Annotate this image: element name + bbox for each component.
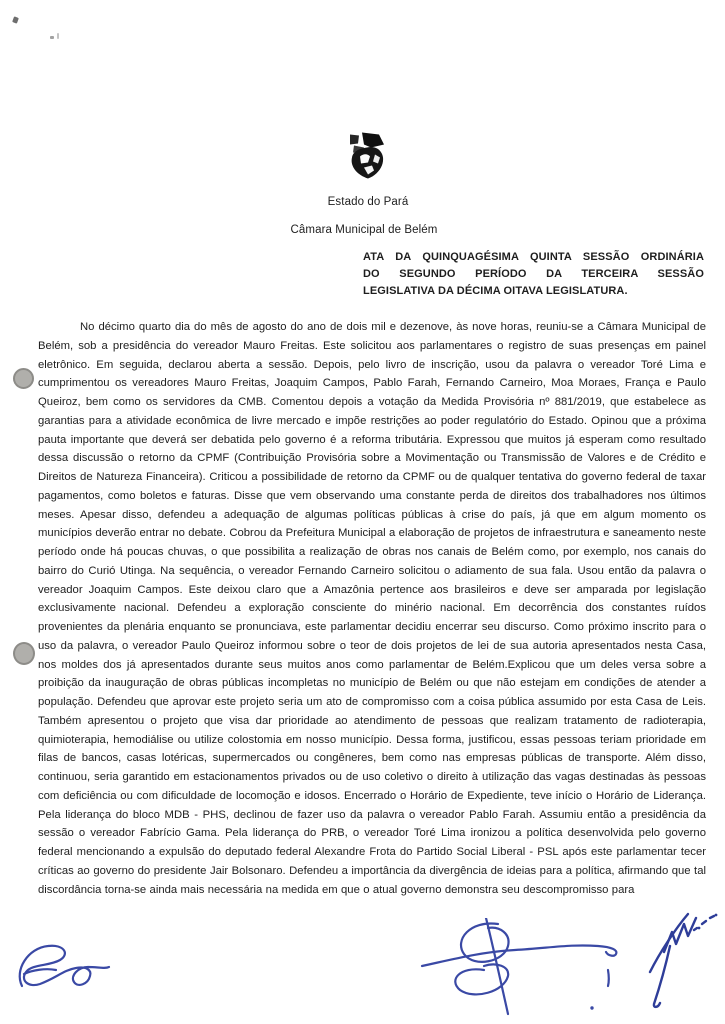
- signature-right: [636, 912, 725, 1012]
- hole-punch-bottom: [13, 642, 35, 665]
- scan-speck: [50, 36, 54, 39]
- session-title-line-1: ATA DA QUINQUAGÉSIMA QUINTA SESSÃO ORDINÁRIA: [363, 251, 704, 263]
- scan-speck: [57, 33, 59, 39]
- signature-center: [420, 918, 625, 1018]
- scan-speck: [12, 16, 19, 23]
- header-institution: Câmara Municipal de Belém: [290, 224, 438, 236]
- header-state: Estado do Pará: [327, 196, 409, 208]
- hole-punch-top: [13, 368, 34, 389]
- session-title-line-2: DO SEGUNDO PERÍODO DA TERCEIRA SESSÃO: [363, 268, 704, 280]
- session-title: [363, 249, 704, 300]
- signature-left: [12, 940, 124, 1012]
- coat-of-arms-icon: [342, 131, 392, 184]
- session-title-line-3: LEGISLATIVA DA DÉCIMA OITAVA LEGISLATURA.: [363, 285, 628, 297]
- minutes-body-text: No décimo quarto dia do mês de agosto do ano de dois mil e dezenove, às nove horas, reuniu-se a Câmara Municipal de Belém, sob a presidência do vereador Mauro Freitas. Este solicitou aos parlamentares o registro de suas presenças em painel eletrônico. Em seguida, declarou aberta a sessão. Depois, pelo livro de inscrição, usou da palavra o vereador Toré Lima e cumprimentou os vereadores Mauro Freitas, Joaquim Campos, Pablo Farah, Fernando Carneiro, Moa Moraes, França e Paulo Queiroz, bem como os servidores da CMB. Comentou depois a votação da Medida Provisória nº 881/2019, que estabelece as garantias para a atividade econômica de livre mercado e impõe restrições ao poder regulatório do Estado. Opinou que a próxima pauta importante que deverá ser debatida pelo governo é a reforma tributária. Expressou que muitos já esperam como resultado dessa discussão o retorno da CPMF (Contribuição Provisória sobre a Movimentação ou Transmissão de Valores e de Crédito e Direitos de Natureza Financeira). Criticou a possibilidade de retorno da CPMF ou de qualquer tentativa do governo federal de taxar pagamentos, como boletos e faturas. Disse que vem observando uma constante perda de direitos dos trabalhadores nos últimos meses. Apesar disso, defendeu a adequação de algumas políticas públicas à crise do país, já que em algum momento os municípios deverão entrar no debate. Cobrou da Prefeitura Municipal a elaboração de projetos de infraestrutura e saneamento neste período onde há poucas chuvas, o que possibilita a realização de obras nos canais de Belém como, por exemplo, nos canais do bairro do Curió Utinga. Na sequência, o vereador Fernando Carneiro solicitou o adiamento de sua fala. Usou então da palavra o vereador Joaquim Campos. Este deixou claro que a Amazônia pertence aos brasileiros e deve ser amparada por legislação exclusivamente nacional. Defendeu a exploração consciente do minério nacional. Em decorrência dos constantes ruídos provenientes da plenária enquanto se pronunciava, este parlamentar decidiu encerrar seu discurso. Como próximo inscrito para o uso da palavra, o vereador Paulo Queiroz informou sobre o teor de dois projetos de lei de sua autoria apresentados nesta Casa, nos moldes dos já apresentados durante seus muitos anos como parlamentar de Belém.Explicou que um deles versa sobre a proibição da inauguração de obras públicas incompletas no município de Belém ou que não estejam em condições de atender a população. Defendeu que aprovar este projeto seria um ato de compromisso com a coisa pública assumido por esta Casa de Leis. Também apresentou o projeto que visa dar prioridade ao atendimento de pessoas que realizam tratamento de radioterapia, quimioterapia, hemodiálise ou utilize colostomia em nosso município. Dessa forma, justificou, essas pessoas teriam prioridade em filas de bancos, casas lotéricas, supermercados ou congêneres, bem como nas empresas públicas de transporte. Além disso, continuou, seria garantido em estacionamentos privados ou de uso coletivo o direito à utilização das vagas destinadas às pessoas com deficiência ou com dificuldade de locomoção e idosos. Encerrado o Horário de Expediente, teve início o Horário de Liderança. Pela liderança do bloco MDB - PHS, declinou de fazer uso da palavra o vereador Pablo Farah. Assumiu então a presidência da sessão o vereador Fabrício Gama. Pela liderança do PRB, o vereador Toré Lima ironizou a política desenvolvida pelo governo federal mencionando a expulsão do deputado federal Alexandre Frota do Partido Social Liberal - PSL após este parlamentar tecer críticas ao governo do presidente Jair Bolsonaro. Defendeu a importância da divergência de ideias para a política, afirmando que tal discordância torna-se ainda mais necessária na medida em que o atual governo demonstra seu descompromisso para: [38, 321, 706, 896]
